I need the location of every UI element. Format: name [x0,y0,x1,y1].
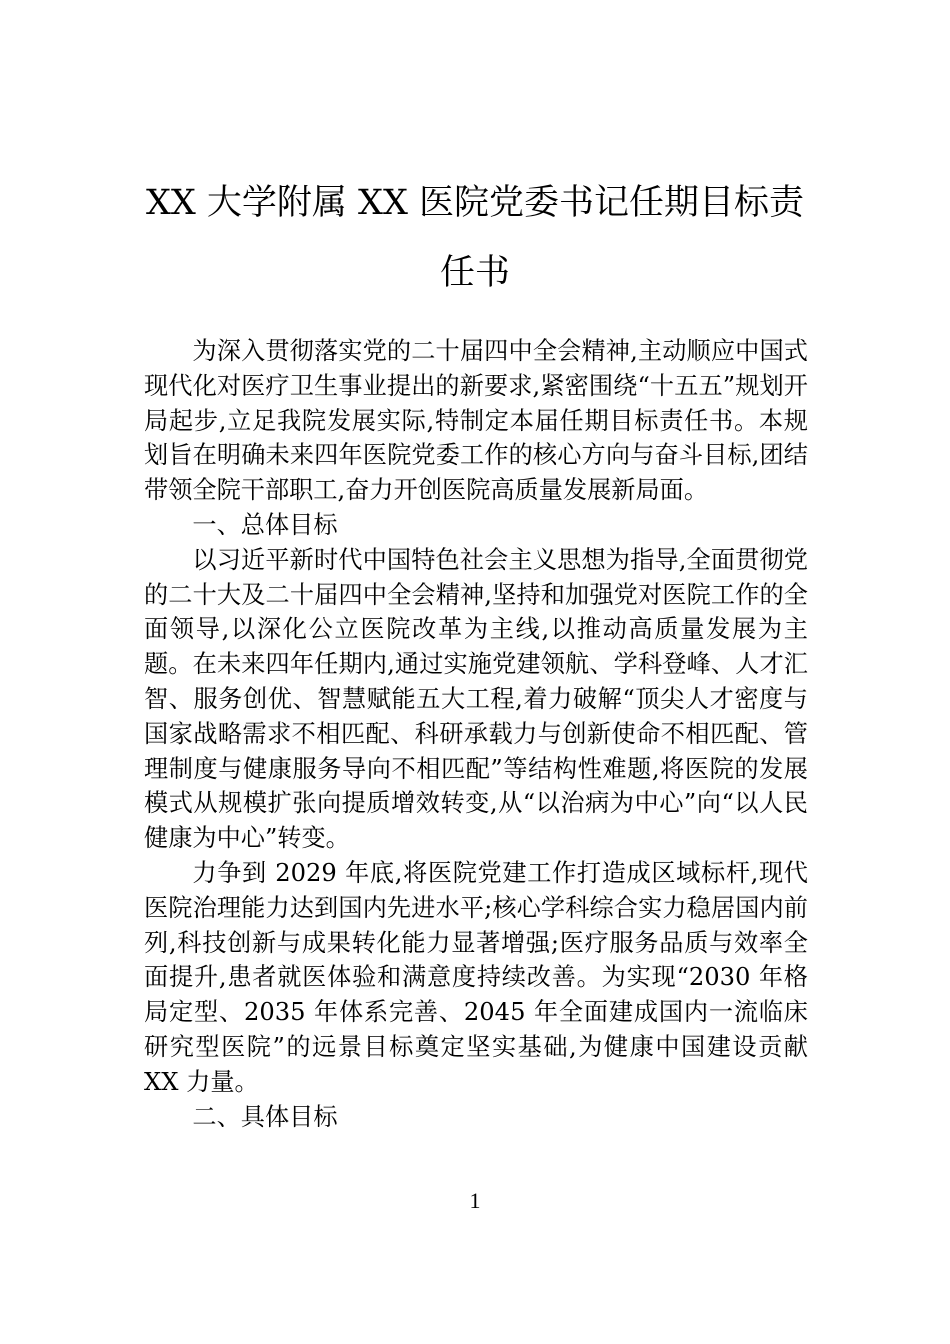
section-heading-overall-goals: 一、总体目标 [192,510,338,539]
document-body [144,334,808,1134]
overall-goals-paragraph: 以习近平新时代中国特色社会主义思想为指导,全面贯彻党的二十大及二十届四中全会精神,坚持和加强党对医院工作的全面领导,以深化公立医院改革为主线,以推动高质量发展为主题。在未来四年任期内,通过实施党建领航、学科登峰、人才汇智、服务创优、智慧赋能五大工程,着力破解“顶尖人才密度与国家战略需求不相匹配、科研承载力与创新使命不相匹配、管理制度与健康服务导向不相匹配”等结构性难题,将医院的发展模式从规模扩张向提质增效转变,从“以治病为中心”向“以人民健康为中心”转变。 [144,545,808,853]
document-title: XX 大学附属 XX 医院党委书记任期目标责任书 [145,183,805,293]
targets-2029-paragraph: 力争到 2029 年底,将医院党建工作打造成区域标杆,现代医院治理能力达到国内先进水平;核心学科综合实力稳居国内前列,科技创新与成果转化能力显著增强;医疗服务品质与效率全面提升,患者就医体验和满意度持续改善。为实现“2030 年格局定型、2035 年体系完善、2045 年全面建成国内一流临床研究型医院”的远景目标奠定坚实基础,为健康中国建设贡献 XX 力量。 [144,858,808,1096]
intro-paragraph: 为深入贯彻落实党的二十届四中全会精神,主动顺应中国式现代化对医疗卫生事业提出的新要求,紧密围绕“十五五”规划开局起步,立足我院发展实际,特制定本届任期目标责任书。本规划旨在明确未来四年医院党委工作的核心方向与奋斗目标,团结带领全院干部职工,奋力开创医院高质量发展新局面。 [144,337,808,505]
page-number: 1 [469,1188,481,1213]
section-heading-specific-goals: 二、具体目标 [192,1102,338,1131]
